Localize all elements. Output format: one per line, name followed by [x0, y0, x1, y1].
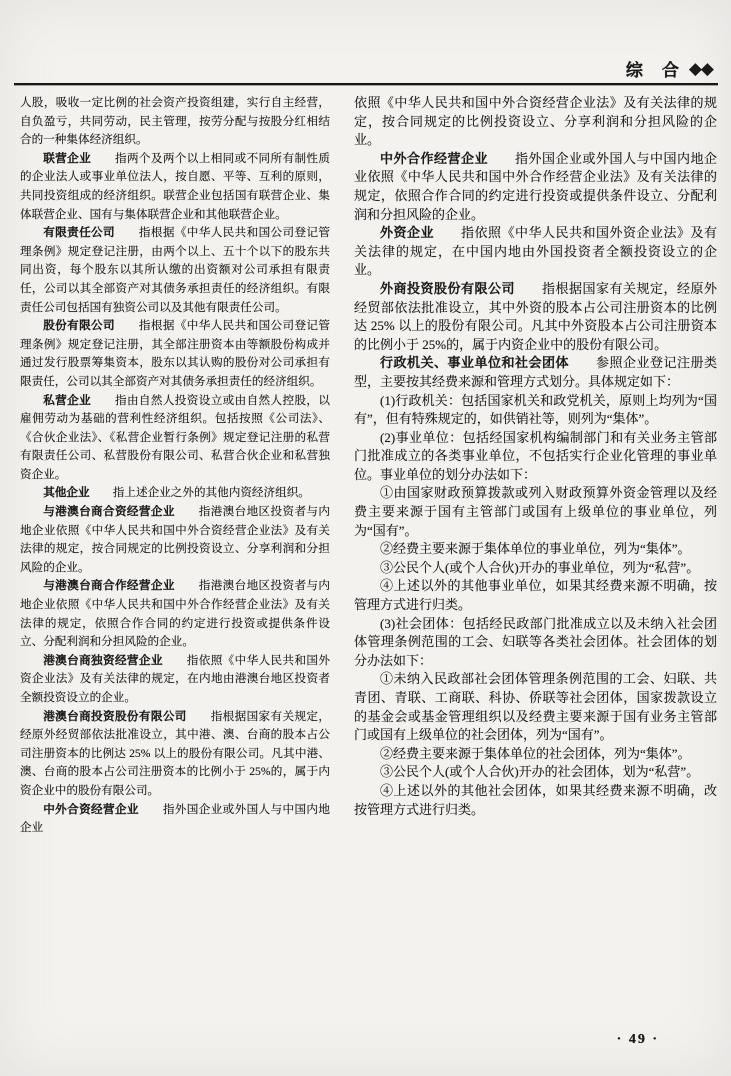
paragraph-text: ③公民个人(或个人合伙)开办的社会团体，划为“私营”。 — [380, 764, 700, 780]
paragraph-text: (1)行政机关：包括国家机关和政党机关，原则上均列为“国有”，但有特殊规定的，如供销社等，则列为“集体”。 — [354, 392, 717, 427]
entry-definition: 指外国企业或外国人与中国内地企业 — [20, 802, 330, 835]
entry-term: 其他企业 — [43, 486, 90, 500]
entry-definition: 指根据《中华人民共和国公司登记管理条例》规定登记注册，由两个以上、五十个以下的股东共同出资，每个股东以其所认缴的出资额对公司承担有限责任，公司以其全部资产对其债务承担责任的经济组织。有限责任公司包括国有独资公司以及其他有限责任公司。 — [20, 226, 330, 314]
entry-paragraph — [20, 652, 330, 708]
body-paragraph — [354, 670, 717, 744]
entry-term: 中外合作经营企业 — [380, 150, 488, 166]
entry-paragraph — [20, 577, 330, 651]
continuation-paragraph — [354, 94, 717, 150]
body-paragraph — [354, 484, 717, 540]
page-number: · 49 · — [616, 1032, 659, 1047]
header-rule — [14, 83, 718, 85]
entry-term: 股份有限公司 — [43, 319, 115, 333]
continuation-paragraph — [20, 94, 330, 150]
right-column — [354, 94, 717, 838]
entry-term: 私营企业 — [43, 393, 92, 407]
entry-term: 与港澳台商合作经营企业 — [43, 579, 175, 593]
entry-term: 外资企业 — [380, 225, 434, 241]
entry-definition: 参照企业登记注册类型，主要按其经费来源和管理方式划分。具体规定如下： — [354, 355, 717, 389]
paragraph-text: 人股，吸收一定比例的社会资产投资组建，实行自主经营，自负盈亏，共同劳动，民主管理，按劳分配与按股分红相结合的一种集体经济组织。 — [20, 96, 330, 147]
paragraph-text: ②经费主要来源于集体单位的事业单位，列为“集体”。 — [380, 541, 691, 557]
entry-term: 与港澳台商合资经营企业 — [43, 505, 175, 519]
entry-term: 中外合资经营企业 — [43, 802, 139, 816]
entry-term: 港澳台商独资经营企业 — [43, 653, 163, 667]
paragraph-text: ②经费主要来源于集体单位的社会团体，列为“集体”。 — [380, 745, 691, 761]
entry-definition: 指根据《中华人民共和国公司登记管理条例》规定登记注册，其全部注册资本由等额股份构成并通过发行股票筹集资本，股东以其认购的股份对公司承担有限责任，公司以其全部资产对其债务承担责任的经济组织。 — [20, 319, 330, 388]
entry-paragraph — [354, 354, 717, 391]
entry-paragraph — [20, 484, 330, 503]
section-title: 综 合 — [625, 61, 680, 80]
paragraph-text: ③公民个人(或个人合伙)开办的事业单位，列为“私营”。 — [380, 559, 700, 575]
body-paragraph — [354, 392, 717, 429]
entry-paragraph — [354, 224, 717, 280]
paragraph-text: (3)社会团体：包括经民政部门批准成立以及未纳入社会团体管理条例范围的工会、妇联等各类社会团体。社会团体的划分办法如下： — [354, 615, 717, 668]
paragraph-text: 依照《中华人民共和国中外合资经营企业法》及有关法律的规定，按合同规定的比例投资设立、分享利润和分担风险的企业。 — [354, 95, 717, 148]
page-content — [20, 94, 717, 838]
body-paragraph — [354, 577, 717, 614]
entry-paragraph — [20, 708, 330, 801]
entry-term: 行政机关、事业单位和社会团体 — [380, 355, 569, 371]
entry-term: 联营企业 — [43, 151, 92, 165]
entry-paragraph — [20, 317, 330, 391]
diamond-icons: ◆◆ — [688, 58, 713, 78]
paragraph-text: ①未纳入民政部社会团体管理条例范围的工会、妇联、共青团、青联、工商联、科协、侨联等社会团体，国家拨款设立的基金会或基金管理组织以及经费主要来源于国有业务主管部门或国有上级单位的社会团体，列为“国有”。 — [354, 671, 717, 743]
entry-term: 港澳台商投资股份有限公司 — [43, 709, 187, 723]
entry-paragraph — [20, 503, 330, 577]
entry-definition: 指港澳台地区投资者与内地企业依照《中华人民共和国中外合资经营企业法》及有关法律的规定，按合同规定的比例投资设立、分享利润和分担风险的企业。 — [20, 505, 330, 574]
entry-definition: 指上述企业之外的其他内资经济组织。 — [112, 486, 310, 500]
body-paragraph — [354, 615, 717, 671]
entry-definition: 指外国企业或外国人与中国内地企业依照《中华人民共和国中外合作经营企业法》及有关法律的规定，依照合作合同的约定进行投资或提供条件设立、分配利润和分担风险的企业。 — [354, 150, 717, 222]
entry-paragraph — [20, 224, 330, 317]
page-footer — [617, 1032, 659, 1048]
body-paragraph — [354, 782, 717, 819]
body-paragraph — [354, 763, 717, 782]
entry-paragraph — [20, 801, 330, 838]
paragraph-text: ④上述以外的其他事业单位，如果其经费来源不明确，按管理方式进行归类。 — [354, 578, 717, 613]
entry-definition: 指两个及两个以上相同或不同所有制性质的企业法人或事业单位法人，按自愿、平等、互利的原则，共同投资组成的经济组织。联营企业包括国有联营企业、集体联营企业、国有与集体联营企业和其他联营企业。 — [20, 151, 330, 221]
body-paragraph — [354, 745, 717, 764]
entry-term: 有限责任公司 — [43, 226, 115, 240]
paragraph-text: ④上述以外的其他社会团体，如果其经费来源不明确，改按管理方式进行归类。 — [354, 782, 717, 817]
paragraph-text: (2)事业单位：包括经国家机构编制部门和有关业务主管部门批准成立的各类事业单位，不包括实行企业化管理的事业单位。事业单位的划分办法如下： — [354, 429, 717, 482]
entry-definition: 指依照《中华人民共和国外资企业法》及有关法律的规定，在中国内地由外国投资者全额投资设立的企业。 — [354, 225, 717, 278]
body-paragraph — [354, 559, 717, 578]
paragraph-text: ①由国家财政预算拨款或列入财政预算外资金管理以及经费主要来源于国有主管部门或国有上级单位的事业单位，列为“国有”。 — [354, 485, 717, 538]
entry-paragraph — [20, 392, 330, 485]
entry-definition: 指港澳台地区投资者与内地企业依照《中华人民共和国中外合作经营企业法》及有关法律的规定，依照合作合同的约定进行投资或提供条件设立、分配利润和分担风险的企业。 — [20, 579, 330, 649]
entry-paragraph — [20, 150, 330, 224]
entry-paragraph — [354, 280, 717, 354]
entry-definition: 指根据国家有关规定，经原外经贸部依法批准设立，其中港、澳、台商的股本占公司注册资本的比例达 25% 以上的股份有限公司。凡其中港、澳、台商的股本占公司注册资本的比例小于 25%的，属于内资企业中的股份有限公司。 — [20, 709, 330, 797]
entry-term: 外商投资股份有限公司 — [380, 280, 515, 296]
entry-paragraph — [354, 150, 717, 224]
page-header — [626, 56, 713, 81]
entry-definition: 指由自然人投资设立或由自然人控股，以雇佣劳动为基础的营利性经济组织。包括按照《公司法》、《合伙企业法》、《私营企业暂行条例》规定登记注册的私营有限责任公司、私营股份有限公司、私营合伙企业和私营独资企业。 — [20, 393, 330, 481]
entry-definition: 指依照《中华人民共和国外资企业法》及有关法律的规定，在内地由港澳台地区投资者全额投资设立的企业。 — [20, 653, 330, 704]
entry-definition: 指根据国家有关规定，经原外经贸部依法批准设立，其中外资的股本占公司注册资本的比例达 25% 以上的股份有限公司。凡其中外资股本占公司注册资本的比例小于 25%的，属于内资企业中的股份有限公司。 — [354, 280, 717, 352]
body-paragraph — [354, 540, 717, 559]
body-paragraph — [354, 429, 717, 485]
left-column — [20, 94, 330, 838]
